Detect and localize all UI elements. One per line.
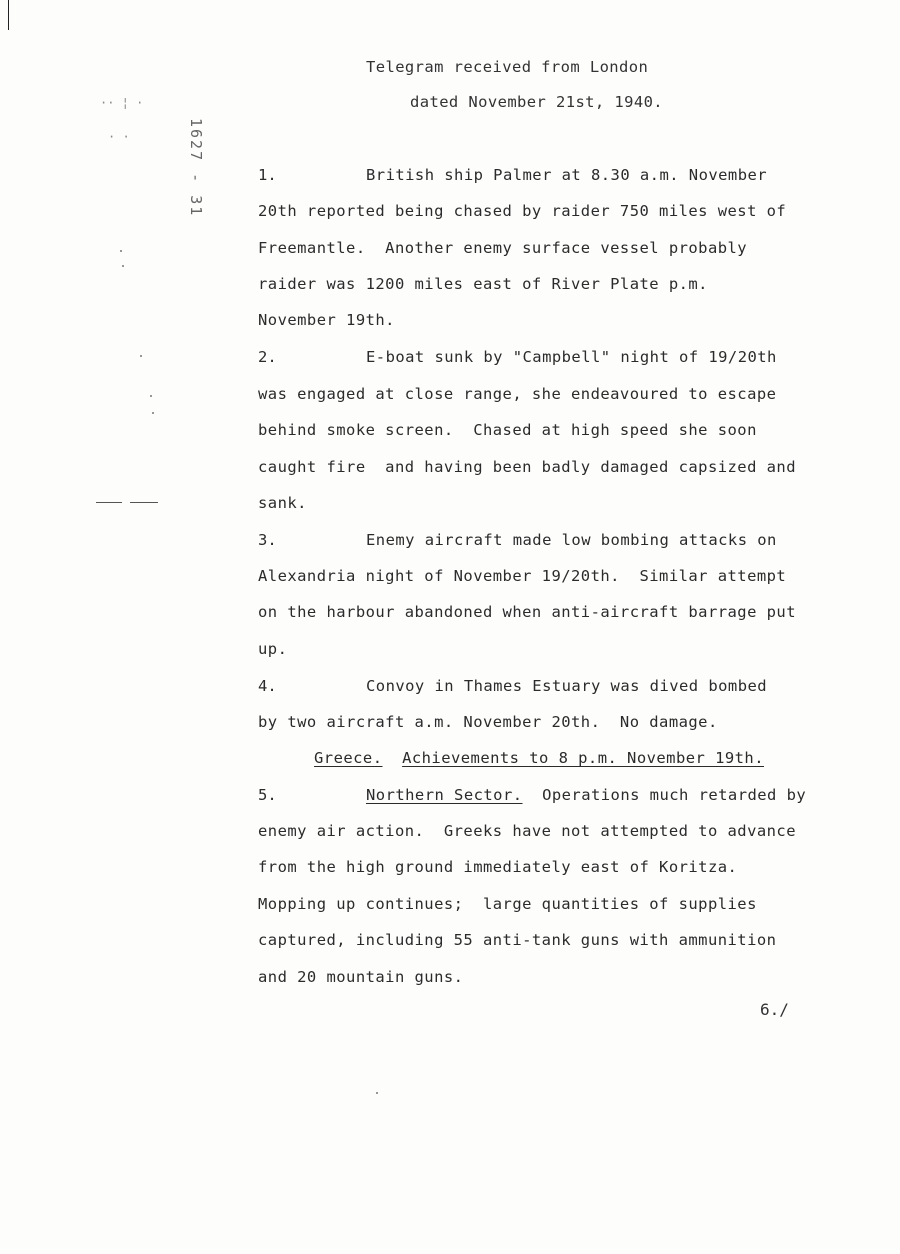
page-dot: [376, 1092, 378, 1094]
paragraph-line: behind smoke screen. Chased at high speed she soon: [258, 421, 757, 439]
margin-stamp: 1627 - 31: [187, 118, 205, 218]
paragraph-line: caught fire and having been badly damaged capsized and: [258, 458, 796, 476]
margin-dot: [152, 412, 154, 414]
paragraph-number: 3.: [258, 531, 277, 549]
document-title: Telegram received from London: [366, 58, 649, 76]
margin-dash: [130, 502, 158, 503]
paragraph-line-rest: Operations much retarded by: [522, 786, 807, 804]
paragraph-line: sank.: [258, 494, 307, 512]
margin-dot: [150, 395, 152, 397]
paragraph-line: raider was 1200 miles east of River Plate p.m.: [258, 275, 708, 293]
section-heading: [314, 749, 764, 767]
margin-dot: [120, 250, 122, 252]
paragraph-line: on the harbour abandoned when anti-aircraft barrage put: [258, 603, 796, 621]
section-heading-country: Greece.: [314, 749, 383, 767]
paragraph-line: Enemy aircraft made low bombing attacks on: [366, 531, 777, 549]
paragraph-number: 1.: [258, 166, 277, 184]
paragraph-line: November 19th.: [258, 311, 395, 329]
paragraph-line: by two aircraft a.m. November 20th. No damage.: [258, 713, 718, 731]
section-heading-subtitle: Achievements to 8 p.m. November 19th.: [402, 749, 764, 767]
paragraph-line: E-boat sunk by "Campbell" night of 19/20th: [366, 348, 777, 366]
paragraph-line: Freemantle. Another enemy surface vessel probably: [258, 239, 748, 257]
paragraph-number: 4.: [258, 677, 277, 695]
page-edge-line: [8, 0, 9, 30]
paragraph-line: captured, including 55 anti-tank guns with ammunition: [258, 931, 777, 949]
margin-dot: [140, 355, 142, 357]
paragraph-line: [366, 786, 806, 804]
margin-mark: · ·: [108, 130, 130, 144]
paragraph-line: and 20 mountain guns.: [258, 968, 464, 986]
paragraph-line: from the high ground immediately east of Koritza.: [258, 858, 738, 876]
paragraph-number: 2.: [258, 348, 277, 366]
paragraph-line: 20th reported being chased by raider 750 miles west of: [258, 202, 787, 220]
continuation-marker: 6./: [760, 1000, 789, 1019]
paragraph-number: 5.: [258, 786, 277, 804]
paragraph-line: up.: [258, 640, 288, 658]
paragraph-line: Alexandria night of November 19/20th. Similar attempt: [258, 567, 787, 585]
paragraph-line: Mopping up continues; large quantities of supplies: [258, 895, 757, 913]
paragraph-line: British ship Palmer at 8.30 a.m. November: [366, 166, 768, 184]
paragraph-line: Convoy in Thames Estuary was dived bombed: [366, 677, 768, 695]
paragraph-line: enemy air action. Greeks have not attempted to advance: [258, 822, 796, 840]
paragraph-line: was engaged at close range, she endeavoured to escape: [258, 385, 777, 403]
sector-heading: Northern Sector.: [366, 786, 523, 804]
margin-dot: [122, 265, 124, 267]
document-date: dated November 21st, 1940.: [410, 93, 664, 111]
margin-mark: ·· ¦ ·: [100, 96, 144, 110]
margin-dash: [96, 502, 122, 503]
